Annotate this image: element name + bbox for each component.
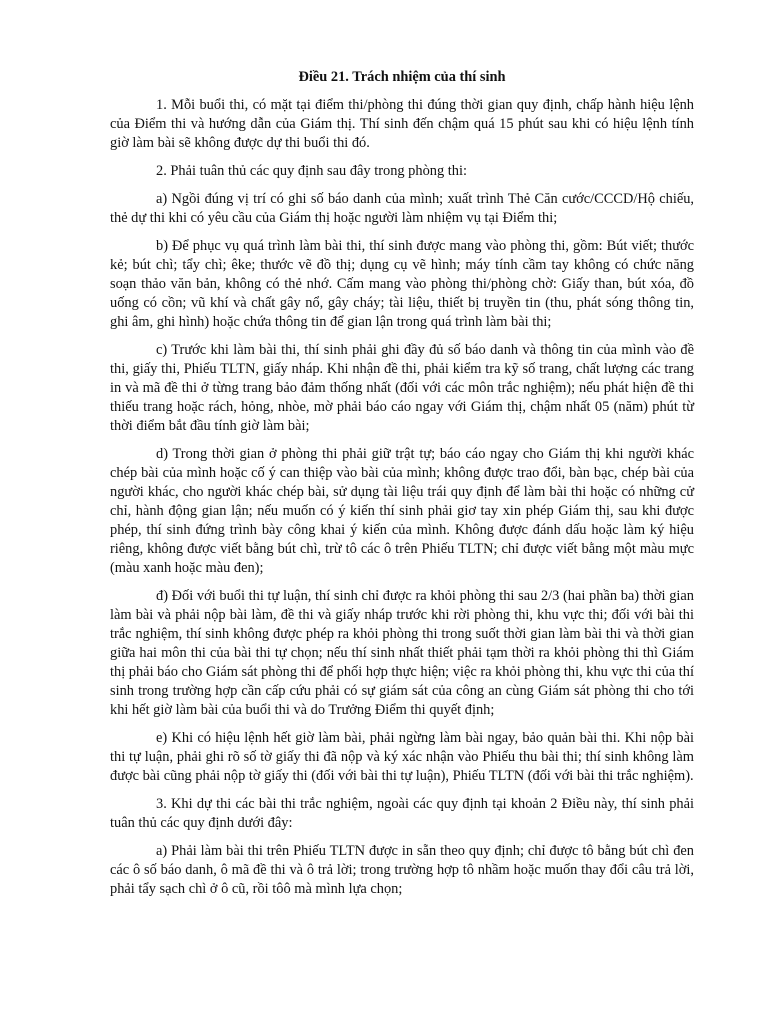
paragraph-2d-order: d) Trong thời gian ở phòng thi phải giữ trật tự; báo cáo ngay cho Giám thị khi người khác chép bài của mình hoặc cố ý can thiệp vào bài của mình; không được trao đổi, bàn bạc, chép bài của người khác, cho người khác chép bài, sử dụng tài liệu trái quy định để làm bài thi hoặc có những cử chỉ, hành động gian lận; nếu muốn có ý kiến thí sinh phải giơ tay xin phép Giám thị, sau khi được phép, thí sinh đứng trình bày công khai ý kiến của mình. Không được đánh dấu hoặc làm ký hiệu riêng, không được viết bằng bút chì, trừ tô các ô trên Phiếu TLTN; chỉ được viết bằng một màu mực (màu xanh hoặc màu đen); [110,446,694,576]
paragraph-2e-end-of-time: e) Khi có hiệu lệnh hết giờ làm bài, phải ngừng làm bài ngay, bảo quản bài thi. Khi nộp bài thi tự luận, phải ghi rõ số tờ giấy thi đã nộp và ký xác nhận vào Phiếu thu bài thi; thí sinh không làm được bài cũng phải nộp tờ giấy thi (đối với bài thi tự luận), Phiếu TLTN (đối với bài thi trắc nghiệm). [110,730,694,784]
paragraph-2b-allowed-items: b) Để phục vụ quá trình làm bài thi, thí sinh được mang vào phòng thi, gồm: Bút viết; thước kẻ; bút chì; tẩy chì; êke; thước vẽ đồ thị; dụng cụ vẽ hình; máy tính cầm tay không có chức năng soạn thảo văn bản, không có thẻ nhớ. Cấm mang vào phòng thi/phòng chờ: Giấy than, bút xóa, đồ uống có cồn; vũ khí và chất gây nổ, gây cháy; tài liệu, thiết bị truyền tin (thu, phát sóng thông tin, ghi âm, ghi hình) hoặc chứa thông tin để gian lận trong quá trình làm bài thi; [110,238,694,330]
paragraph-2dd-leaving-room: đ) Đối với buổi thi tự luận, thí sinh chỉ được ra khỏi phòng thi sau 2/3 (hai phần ba) thời gian làm bài và phải nộp bài làm, đề thi và giấy nháp trước khi rời phòng thi, khu vực thi; đối với bài thi trắc nghiệm, thí sinh không được phép ra khỏi phòng thi trong suốt thời gian làm bài thi và thời gian giữa hai môn thi của bài thi tự chọn; nếu thí sinh nhất thiết phải tạm thời ra khỏi phòng thi thì Giám thị phải báo cho Giám sát phòng thi để phối hợp thực hiện; việc ra khỏi phòng thi, khu vực thi của thí sinh trong trường hợp cần cấp cứu phải có sự giám sát của công an cùng Giám sát phòng thi cho tới khi hết giờ làm bài của buổi thi và do Trưởng Điểm thi quyết định; [110,588,694,718]
article-title: Điều 21. Trách nhiệm của thí sinh [298,69,506,85]
paragraph-3-multiple-choice: 3. Khi dự thi các bài thi trắc nghiệm, ngoài các quy định tại khoản 2 Điều này, thí sinh phải tuân thủ các quy định dưới đây: [110,796,694,831]
paragraph-3a-answer-sheet: a) Phải làm bài thi trên Phiếu TLTN được in sẵn theo quy định; chỉ được tô bằng bút chì đen các ô số báo danh, ô mã đề thi và ô trả lời; trong trường hợp tô nhầm hoặc muốn thay đổi câu trả lời, phải tẩy sạch chì ở ô cũ, rồi tôô mà mình lựa chọn; [110,843,694,897]
paragraph-2-exam-room-rules: 2. Phải tuân thủ các quy định sau đây trong phòng thi: [156,163,467,179]
paragraph-2a-seating-id: a) Ngồi đúng vị trí có ghi số báo danh của mình; xuất trình Thẻ Căn cước/CCCD/Hộ chiếu, thẻ dự thi khi có yêu cầu của Giám thị hoặc người làm nhiệm vụ tại Điểm thi; [110,191,694,226]
document-page [110,68,694,908]
paragraph-2c-before-exam: c) Trước khi làm bài thi, thí sinh phải ghi đầy đủ số báo danh và thông tin của mình vào đề thi, giấy thi, Phiếu TLTN, giấy nháp. Khi nhận đề thi, phải kiểm tra kỹ số trang, chất lượng các trang in và mã đề thi ở từng trang bảo đảm thống nhất (đối với các môn trắc nghiệm); nếu phát hiện đề thi thiếu trang hoặc rách, hỏng, nhòe, mờ phải báo cáo ngay với Giám thị, chậm nhất 05 (năm) phút từ thời điểm bắt đầu tính giờ làm bài; [110,342,694,434]
paragraph-1-timeliness: 1. Mỗi buổi thi, có mặt tại điểm thi/phòng thi đúng thời gian quy định, chấp hành hiệu lệnh của Điểm thi và hướng dẫn của Giám thị. Thí sinh đến chậm quá 15 phút sau khi có hiệu lệnh tính giờ làm bài sẽ không được dự thi buổi thi đó. [110,97,694,151]
